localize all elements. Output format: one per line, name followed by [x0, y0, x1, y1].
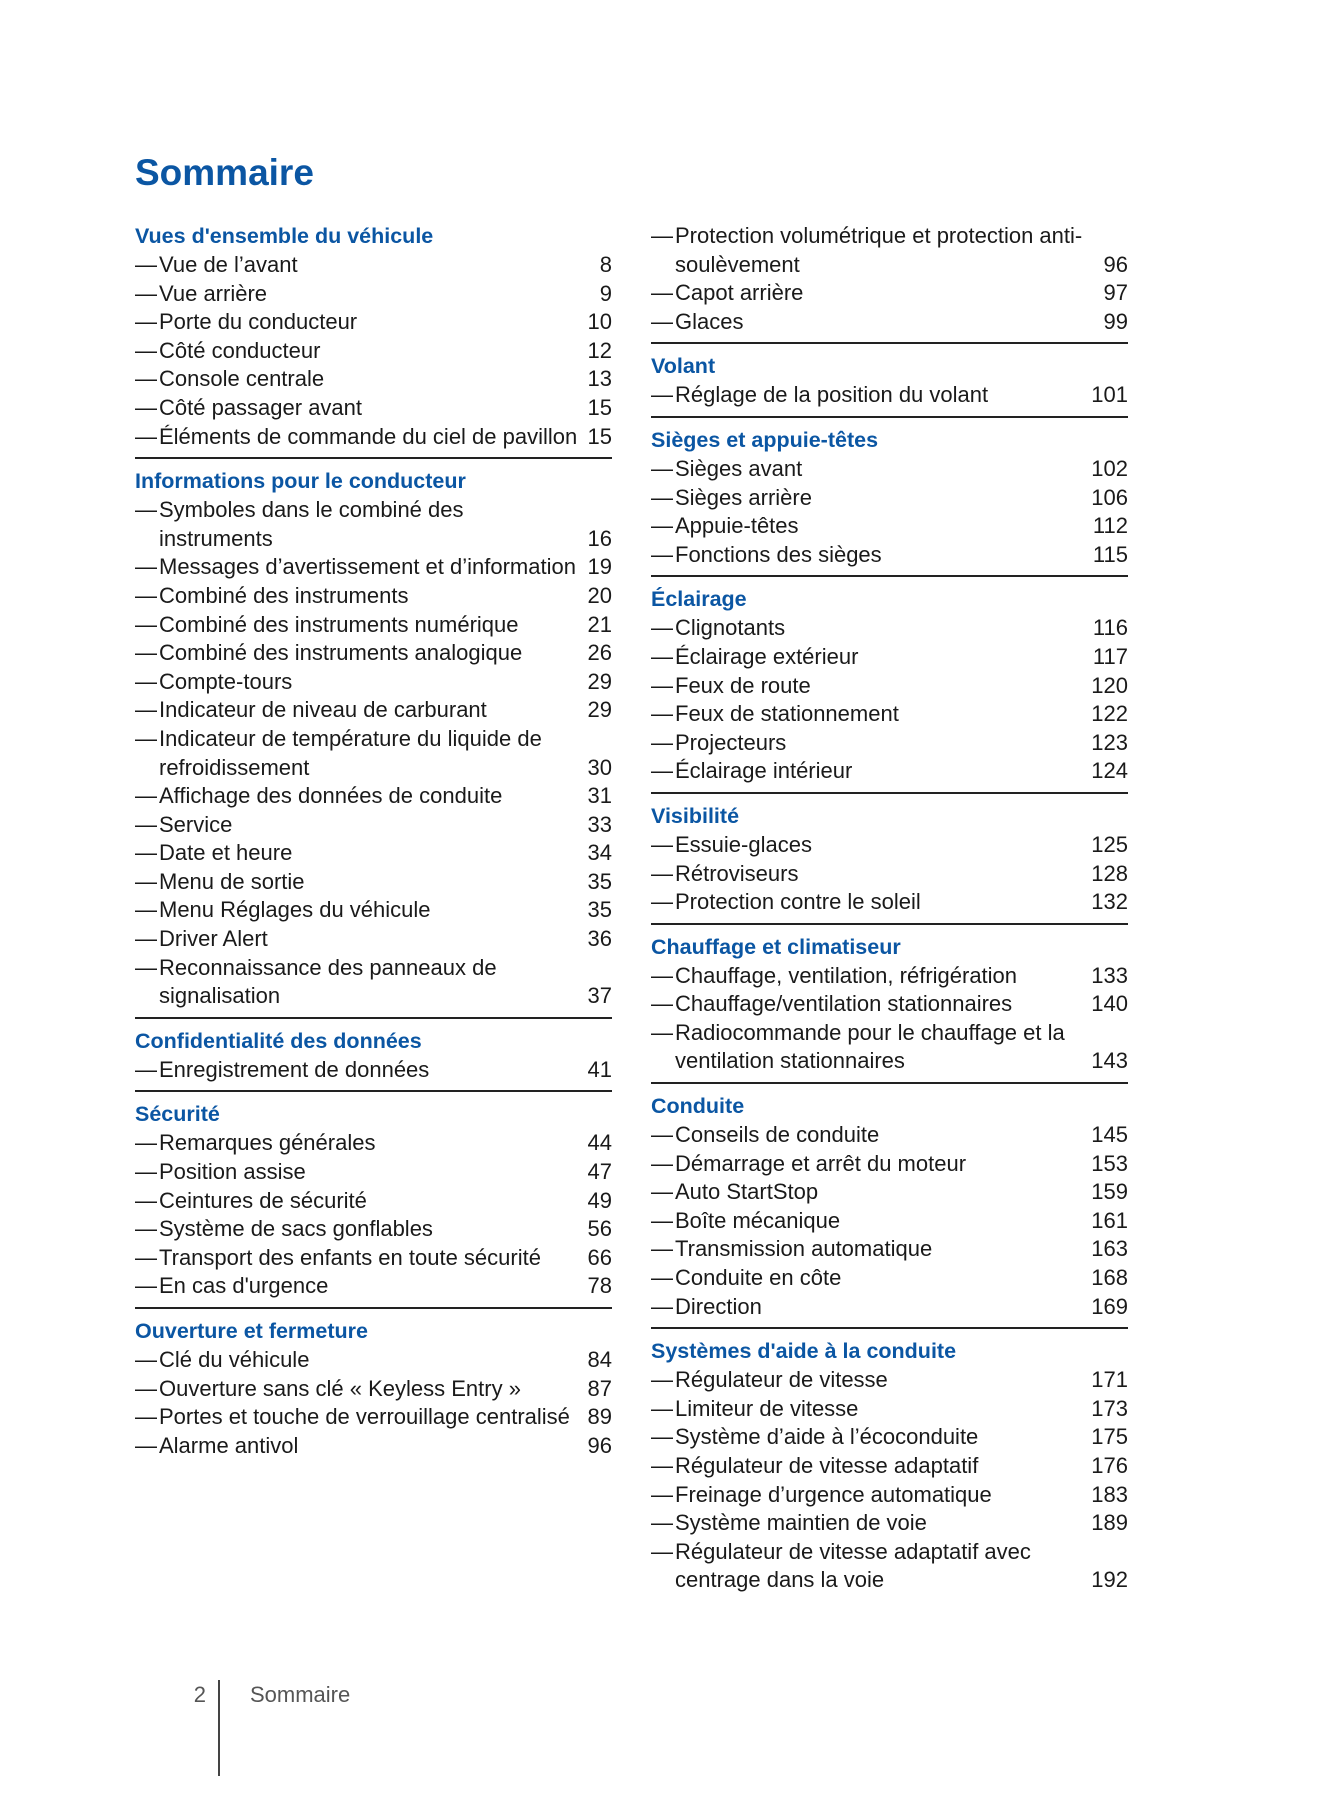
toc-entry[interactable] — [135, 365, 612, 394]
entry-page-number: 29 — [587, 697, 612, 723]
toc-entry[interactable] — [135, 954, 612, 1011]
toc-entry[interactable] — [135, 839, 612, 868]
toc-entry[interactable] — [135, 496, 612, 553]
entry-text: Régulateur de vitesse adaptatif avec centrage dans la voie — [675, 1538, 1031, 1593]
entry-dash: — — [651, 729, 673, 755]
entry-dash: — — [651, 1122, 673, 1148]
toc-entry[interactable] — [651, 1509, 1128, 1538]
entry-page-number: 13 — [587, 366, 612, 392]
entry-page-number: 15 — [587, 423, 612, 449]
entry-dash: — — [135, 1130, 157, 1156]
toc-entry[interactable] — [651, 1423, 1128, 1452]
section-heading: Informations pour le conducteur — [135, 469, 466, 494]
entry-text: Auto StartStop — [675, 1179, 819, 1205]
entry-dash: — — [651, 1150, 673, 1176]
entry-dash: — — [135, 252, 157, 277]
toc-entry[interactable] — [135, 1187, 612, 1216]
entry-text: Chauffage, ventilation, réfrigération — [675, 962, 1018, 988]
entry-page-number: 47 — [587, 1159, 612, 1185]
entry-text: Radiocommande pour le chauffage et la ventilation stationnaires — [675, 1019, 1065, 1074]
toc-entry[interactable] — [651, 1235, 1128, 1264]
entry-text: Freinage d’urgence automatique — [675, 1481, 992, 1507]
entry-page-number: 176 — [1091, 1453, 1128, 1478]
section-heading: Visibilité — [651, 803, 740, 828]
entry-text: Feux de route — [675, 672, 811, 698]
entry-text: Vue de l’avant — [159, 252, 298, 277]
toc-entry[interactable] — [651, 831, 1128, 860]
entry-page-number: 29 — [587, 668, 612, 694]
toc-entry[interactable] — [135, 1432, 612, 1461]
entry-page-number: 112 — [1092, 513, 1128, 539]
toc-section — [651, 1082, 1128, 1321]
entry-dash: — — [651, 1424, 673, 1450]
section-heading: Ouverture et fermeture — [135, 1319, 368, 1343]
entry-text: Position assise — [159, 1159, 306, 1185]
toc-entry[interactable] — [651, 1264, 1128, 1293]
entry-page-number: 133 — [1091, 962, 1128, 988]
entry-text: Transmission automatique — [675, 1236, 933, 1262]
entry-text: Clé du véhicule — [159, 1347, 310, 1372]
entry-dash: — — [651, 672, 673, 698]
toc-section — [651, 416, 1128, 569]
entry-page-number: 192 — [1091, 1567, 1128, 1593]
entry-text: Menu de sortie — [159, 868, 305, 894]
entry-dash: — — [651, 484, 673, 510]
entry-text: Direction — [675, 1293, 762, 1319]
entry-text: Symboles dans le combiné des instruments — [159, 497, 464, 551]
entry-text: Rétroviseurs — [675, 860, 799, 886]
entry-page-number: 120 — [1091, 672, 1128, 698]
entry-page-number: 16 — [587, 525, 612, 551]
toc-entry[interactable] — [651, 888, 1128, 917]
entry-page-number: 123 — [1091, 729, 1128, 755]
entry-text: Système de sacs gonflables — [159, 1216, 433, 1242]
entry-page-number: 183 — [1091, 1481, 1128, 1507]
entry-text: Fonctions des sièges — [675, 541, 882, 567]
toc-section — [135, 1307, 612, 1460]
toc-entry[interactable] — [651, 279, 1128, 308]
toc-entry[interactable] — [135, 553, 612, 582]
entry-dash: — — [651, 1395, 673, 1421]
entry-dash: — — [135, 783, 157, 809]
entry-page-number: 122 — [1091, 701, 1128, 727]
entry-text: Essuie-glaces — [675, 831, 812, 857]
entry-dash: — — [135, 897, 157, 923]
toc-section — [651, 923, 1128, 1076]
entry-dash: — — [135, 954, 157, 980]
toc-section — [135, 220, 612, 451]
toc-entry[interactable] — [651, 1207, 1128, 1236]
entry-dash: — — [651, 1481, 673, 1507]
section-heading: Sièges et appuie-têtes — [651, 427, 879, 452]
entry-dash: — — [651, 1453, 673, 1478]
entry-page-number: 56 — [587, 1216, 612, 1242]
toc-section — [651, 220, 1128, 336]
entry-dash: — — [135, 1056, 157, 1082]
entry-dash: — — [651, 1236, 673, 1262]
entry-page-number: 89 — [587, 1404, 612, 1430]
entry-dash: — — [651, 1367, 673, 1393]
entry-text: Glaces — [675, 308, 744, 334]
entry-dash: — — [135, 668, 157, 694]
entry-page-number: 37 — [587, 983, 612, 1009]
entry-dash: — — [135, 366, 157, 392]
entry-text: Porte du conducteur — [159, 309, 358, 335]
entry-dash: — — [651, 1293, 673, 1319]
toc-entry[interactable] — [651, 672, 1128, 701]
entry-page-number: 132 — [1091, 889, 1128, 915]
entry-page-number: 10 — [587, 309, 612, 335]
entry-page-number: 15 — [587, 394, 612, 420]
entry-dash: — — [135, 337, 157, 363]
entry-page-number: 19 — [587, 554, 612, 580]
section-heading: Conduite — [651, 1094, 745, 1119]
entry-text: Combiné des instruments analogique — [159, 640, 523, 666]
entry-dash: — — [135, 497, 157, 523]
entry-page-number: 12 — [587, 337, 612, 363]
entry-text: Capot arrière — [675, 280, 804, 306]
entry-dash: — — [135, 926, 157, 952]
toc-entry[interactable] — [651, 700, 1128, 729]
toc-entry[interactable] — [135, 251, 612, 280]
entry-dash: — — [651, 1019, 673, 1045]
section-heading: Systèmes d'aide à la conduite — [651, 1339, 957, 1364]
toc-section — [651, 575, 1128, 786]
entry-text: Éclairage extérieur — [675, 643, 859, 669]
section-heading: Sécurité — [135, 1102, 220, 1127]
toc-section — [651, 1327, 1128, 1595]
entry-page-number: 116 — [1092, 615, 1128, 641]
entry-page-number: 87 — [587, 1375, 612, 1401]
entry-dash: — — [135, 309, 157, 335]
toc-entry[interactable] — [651, 860, 1128, 889]
entry-page-number: 96 — [1103, 251, 1128, 277]
entry-text: Enregistrement de données — [159, 1056, 430, 1082]
toc-entry[interactable] — [135, 868, 612, 897]
entry-text: Démarrage et arrêt du moteur — [675, 1150, 967, 1176]
toc-section — [135, 1090, 612, 1301]
toc-entry[interactable] — [651, 1366, 1128, 1395]
toc-entry[interactable] — [651, 643, 1128, 672]
entry-text: En cas d'urgence — [159, 1273, 329, 1299]
entry-dash: — — [651, 382, 673, 408]
toc-entry[interactable] — [135, 423, 612, 452]
entry-dash: — — [651, 889, 673, 915]
toc-entry[interactable] — [651, 541, 1128, 570]
entry-dash: — — [651, 615, 673, 641]
entry-page-number: 161 — [1091, 1207, 1128, 1233]
toc-entry[interactable] — [651, 1150, 1128, 1179]
entry-dash: — — [135, 697, 157, 723]
entry-text: Menu Réglages du véhicule — [159, 897, 431, 923]
entry-text: Combiné des instruments — [159, 582, 409, 608]
entry-page-number: 96 — [587, 1432, 612, 1458]
toc-entry[interactable] — [651, 455, 1128, 484]
entry-text: Boîte mécanique — [675, 1207, 841, 1233]
entry-page-number: 84 — [587, 1347, 612, 1372]
entry-text: Éclairage intérieur — [675, 758, 853, 784]
toc-entry[interactable] — [651, 222, 1128, 279]
toc-entry[interactable] — [651, 1019, 1128, 1076]
entry-dash: — — [651, 541, 673, 567]
toc-entry[interactable] — [135, 639, 612, 668]
entry-dash: — — [651, 1179, 673, 1205]
entry-page-number: 66 — [587, 1244, 612, 1270]
entry-page-number: 173 — [1091, 1395, 1128, 1421]
toc-section — [651, 342, 1128, 410]
entry-text: Messages d’avertissement et d’information — [159, 554, 576, 580]
entry-dash: — — [651, 831, 673, 857]
toc-entry[interactable] — [651, 757, 1128, 786]
entry-text: Indicateur de température du liquide de refroidissement — [159, 725, 542, 780]
section-heading: Éclairage — [651, 587, 747, 612]
toc-entry[interactable] — [135, 308, 612, 337]
entry-dash: — — [135, 611, 157, 637]
section-heading: Chauffage et climatiseur — [651, 934, 901, 959]
toc-entry[interactable] — [135, 337, 612, 366]
entry-text: Portes et touche de verrouillage centralisé — [159, 1404, 570, 1430]
entry-dash: — — [651, 223, 673, 248]
toc-entry[interactable] — [651, 1395, 1128, 1424]
entry-page-number: 115 — [1092, 541, 1128, 567]
entry-page-number: 153 — [1091, 1150, 1128, 1176]
toc-entry[interactable] — [651, 381, 1128, 410]
entry-page-number: 97 — [1103, 280, 1128, 306]
toc-entry[interactable] — [135, 1244, 612, 1273]
entry-text: Chauffage/ventilation stationnaires — [675, 991, 1013, 1017]
entry-dash: — — [135, 1187, 157, 1213]
toc-entry[interactable] — [135, 696, 612, 725]
entry-page-number: 44 — [587, 1130, 612, 1156]
toc-entry[interactable] — [135, 611, 612, 640]
toc-entry[interactable] — [651, 1481, 1128, 1510]
toc-entry[interactable] — [651, 1452, 1128, 1481]
entry-page-number: 41 — [587, 1056, 612, 1082]
toc-entry[interactable] — [651, 990, 1128, 1019]
toc-entry[interactable] — [651, 484, 1128, 513]
toc-entry[interactable] — [651, 729, 1128, 758]
entry-text: Système d’aide à l’écoconduite — [675, 1424, 979, 1450]
entry-text: Date et heure — [159, 840, 293, 866]
entry-dash: — — [135, 811, 157, 837]
entry-page-number: 175 — [1091, 1424, 1128, 1450]
entry-text: Service — [159, 811, 233, 837]
toc-entry[interactable] — [135, 782, 612, 811]
entry-text: Indicateur de niveau de carburant — [159, 697, 487, 723]
entry-dash: — — [135, 582, 157, 608]
entry-text: Clignotants — [675, 615, 786, 641]
entry-page-number: 35 — [587, 897, 612, 923]
toc-entry[interactable] — [135, 1375, 612, 1404]
entry-page-number: 78 — [587, 1273, 612, 1299]
entry-dash: — — [651, 1207, 673, 1233]
toc-column-left — [135, 220, 612, 1460]
entry-page-number: 171 — [1091, 1367, 1128, 1393]
entry-page-number: 31 — [587, 783, 612, 809]
entry-dash: — — [135, 840, 157, 866]
entry-page-number: 34 — [587, 840, 612, 866]
toc-entry[interactable] — [651, 1538, 1128, 1595]
entry-text: Régulateur de vitesse — [675, 1367, 888, 1393]
toc-entry[interactable] — [135, 280, 612, 309]
entry-text: Affichage des données de conduite — [159, 783, 503, 809]
entry-text: Driver Alert — [159, 926, 268, 952]
entry-dash: — — [135, 868, 157, 894]
entry-text: Reconnaissance des panneaux de signalisation — [159, 954, 497, 1009]
entry-dash: — — [135, 1347, 157, 1372]
entry-text: Vue arrière — [159, 280, 268, 306]
entry-dash: — — [651, 860, 673, 886]
entry-page-number: 128 — [1091, 860, 1128, 886]
entry-text: Système maintien de voie — [675, 1510, 927, 1536]
entry-page-number: 99 — [1103, 308, 1128, 334]
entry-page-number: 189 — [1091, 1510, 1128, 1536]
entry-page-number: 49 — [587, 1187, 612, 1213]
toc-entry[interactable] — [135, 394, 612, 423]
entry-text: Ouverture sans clé « Keyless Entry » — [159, 1375, 521, 1401]
toc-entry[interactable] — [135, 896, 612, 925]
entry-page-number: 106 — [1091, 484, 1128, 510]
toc-section — [135, 457, 612, 1011]
entry-dash: — — [651, 643, 673, 669]
entry-text: Protection volumétrique et protection anti-soulèvement — [675, 223, 1083, 277]
entry-dash: — — [651, 991, 673, 1017]
entry-page-number: 140 — [1091, 991, 1128, 1017]
toc-entry[interactable] — [135, 582, 612, 611]
entry-dash: — — [135, 554, 157, 580]
entry-dash: — — [651, 758, 673, 784]
entry-page-number: 26 — [587, 640, 612, 666]
entry-dash: — — [135, 1404, 157, 1430]
entry-text: Remarques générales — [159, 1130, 376, 1156]
entry-text: Protection contre le soleil — [675, 889, 921, 915]
toc-entry[interactable] — [135, 725, 612, 782]
toc-section — [135, 1017, 612, 1085]
toc-entry[interactable] — [651, 512, 1128, 541]
entry-dash: — — [651, 701, 673, 727]
entry-dash: — — [135, 1216, 157, 1242]
toc-entry[interactable] — [135, 1272, 612, 1301]
entry-text: Sièges avant — [675, 455, 803, 481]
toc-entry[interactable] — [651, 1178, 1128, 1207]
entry-text: Côté conducteur — [159, 337, 321, 363]
toc-entry[interactable] — [135, 811, 612, 840]
entry-text: Régulateur de vitesse adaptatif — [675, 1453, 979, 1478]
footer-label: Sommaire — [250, 1682, 351, 1707]
entry-dash: — — [135, 1273, 157, 1299]
toc-entry[interactable] — [651, 308, 1128, 337]
entry-page-number: 36 — [587, 926, 612, 952]
footer-divider — [218, 1680, 220, 1776]
page-title: Sommaire — [135, 152, 314, 193]
toc-entry[interactable] — [651, 1121, 1128, 1150]
entry-text: Transport des enfants en toute sécurité — [159, 1244, 541, 1270]
entry-page-number: 9 — [599, 280, 612, 306]
toc-entry[interactable] — [135, 925, 612, 954]
toc-entry[interactable] — [651, 1293, 1128, 1322]
entry-page-number: 168 — [1091, 1265, 1128, 1291]
entry-dash: — — [651, 280, 673, 306]
entry-page-number: 145 — [1091, 1122, 1128, 1148]
entry-text: Projecteurs — [675, 729, 787, 755]
toc-entry[interactable] — [135, 1403, 612, 1432]
entry-dash: — — [135, 1159, 157, 1185]
section-heading: Vues d'ensemble du véhicule — [135, 224, 434, 248]
entry-dash: — — [651, 1538, 673, 1564]
entry-dash: — — [651, 308, 673, 334]
entry-text: Feux de stationnement — [675, 701, 899, 727]
entry-text: Appuie-têtes — [675, 513, 799, 539]
toc-entry[interactable] — [135, 1158, 612, 1187]
entry-page-number: 33 — [587, 811, 612, 837]
toc-entry[interactable] — [135, 668, 612, 697]
entry-dash: — — [135, 725, 157, 751]
toc-entry[interactable] — [651, 962, 1128, 991]
entry-dash: — — [651, 962, 673, 988]
entry-page-number: 20 — [587, 582, 612, 608]
entry-dash: — — [135, 394, 157, 420]
toc-entry[interactable] — [135, 1346, 612, 1375]
entry-dash: — — [651, 455, 673, 481]
toc-entry[interactable] — [135, 1056, 612, 1085]
entry-dash: — — [651, 1510, 673, 1536]
entry-page-number: 159 — [1091, 1179, 1128, 1205]
toc-entry[interactable] — [651, 614, 1128, 643]
entry-page-number: 125 — [1091, 831, 1128, 857]
entry-text: Console centrale — [159, 366, 325, 392]
entry-page-number: 101 — [1091, 382, 1128, 408]
entry-page-number: 8 — [599, 252, 612, 277]
entry-page-number: 117 — [1092, 643, 1128, 669]
entry-page-number: 163 — [1091, 1236, 1128, 1262]
entry-text: Réglage de la position du volant — [675, 382, 989, 408]
entry-dash: — — [135, 1244, 157, 1270]
entry-text: Sièges arrière — [675, 484, 812, 510]
toc-section — [651, 792, 1128, 917]
entry-text: Côté passager avant — [159, 394, 363, 420]
entry-text: Éléments de commande du ciel de pavillon — [159, 423, 578, 449]
entry-page-number: 143 — [1091, 1048, 1128, 1074]
entry-page-number: 21 — [587, 611, 612, 637]
entry-dash: — — [651, 1265, 673, 1291]
entry-dash: — — [135, 1432, 157, 1458]
entry-dash: — — [135, 423, 157, 449]
section-heading: Volant — [651, 354, 716, 379]
entry-text: Alarme antivol — [159, 1432, 299, 1458]
entry-text: Conduite en côte — [675, 1265, 842, 1291]
entry-dash: — — [135, 1375, 157, 1401]
entry-page-number: 30 — [587, 754, 612, 780]
entry-page-number: 102 — [1091, 455, 1128, 481]
footer-page-number: 2 — [193, 1682, 206, 1707]
entry-dash: — — [651, 513, 673, 539]
entry-dash: — — [135, 280, 157, 306]
entry-text: Limiteur de vitesse — [675, 1395, 859, 1421]
entry-page-number: 124 — [1091, 758, 1128, 784]
toc-column-right — [651, 220, 1128, 1595]
entry-page-number: 35 — [587, 868, 612, 894]
entry-text: Combiné des instruments numérique — [159, 611, 519, 637]
entry-text: Conseils de conduite — [675, 1122, 880, 1148]
section-heading: Confidentialité des données — [135, 1028, 422, 1053]
entry-page-number: 169 — [1091, 1293, 1128, 1319]
toc-entry[interactable] — [135, 1129, 612, 1158]
toc-entry[interactable] — [135, 1215, 612, 1244]
entry-dash: — — [135, 640, 157, 666]
entry-text: Ceintures de sécurité — [159, 1187, 367, 1213]
entry-text: Compte-tours — [159, 668, 293, 694]
